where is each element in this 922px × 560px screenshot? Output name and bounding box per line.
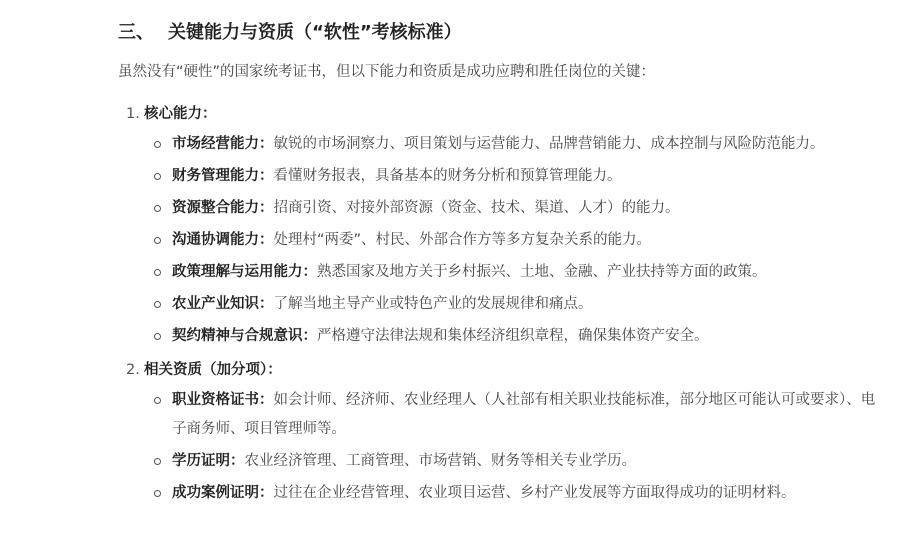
item-text: 如会计师、经济师、农业经理人（人社部有相关职业技能标准，部分地区可能认可或要求）、电子商务师、项目管理师等。: [172, 392, 876, 437]
list-group-core-abilities: [118, 98, 878, 351]
requirements-list: [118, 98, 878, 508]
list-item: [144, 386, 878, 444]
item-label: 沟通协调能力：: [172, 232, 274, 248]
list-item: [144, 322, 878, 351]
list-item: [144, 130, 878, 159]
item-text: 熟悉国家及地方关于乡村振兴、土地、金融、产业扶持等方面的政策。: [317, 264, 767, 280]
list-item: [144, 194, 878, 223]
item-label: 资源整合能力：: [172, 200, 274, 216]
circle-bullet-icon: [154, 237, 161, 244]
circle-bullet-icon: [154, 301, 161, 308]
item-label: 财务管理能力：: [172, 168, 274, 184]
item-label: 职业资格证书：: [172, 392, 274, 408]
group-label: 相关资质（加分项）：: [144, 362, 282, 378]
list-item: [144, 447, 878, 476]
list-item: [144, 226, 878, 255]
item-label: 市场经营能力：: [172, 136, 274, 152]
section-heading: [118, 18, 878, 48]
group-number: 1.: [126, 106, 140, 122]
circle-bullet-icon: [154, 141, 161, 148]
core-abilities-list: [144, 130, 878, 351]
list-group-related-qualifications: [118, 354, 878, 508]
item-label: 成功案例证明：: [172, 485, 274, 501]
item-text: 招商引资、对接外部资源（资金、技术、渠道、人才）的能力。: [273, 200, 680, 216]
item-label: 政策理解与运用能力：: [172, 264, 317, 280]
list-item: [144, 479, 878, 508]
circle-bullet-icon: [154, 205, 161, 212]
circle-bullet-icon: [154, 173, 161, 180]
group-heading: [126, 354, 878, 386]
list-item: [144, 258, 878, 287]
item-label: 学历证明：: [172, 453, 245, 469]
item-text: 了解当地主导产业或特色产业的发展规律和痛点。: [273, 296, 593, 312]
circle-bullet-icon: [154, 333, 161, 340]
item-label: 契约精神与合规意识：: [172, 328, 317, 344]
section-title: 关键能力与资质（“软性”考核标准）: [168, 22, 462, 43]
item-text: 严格遵守法律法规和集体经济组织章程，确保集体资产安全。: [317, 328, 709, 344]
circle-bullet-icon: [154, 490, 161, 497]
group-heading: [126, 98, 878, 130]
item-label: 农业产业知识：: [172, 296, 274, 312]
circle-bullet-icon: [154, 269, 161, 276]
group-label: 核心能力：: [144, 106, 217, 122]
item-text: 看懂财务报表，具备基本的财务分析和预算管理能力。: [273, 168, 622, 184]
circle-bullet-icon: [154, 397, 161, 404]
group-number: 2.: [126, 362, 140, 378]
item-text: 敏锐的市场洞察力、项目策划与运营能力、品牌营销能力、成本控制与风险防范能力。: [273, 136, 825, 152]
item-text: 农业经济管理、工商管理、市场营销、财务等相关专业学历。: [244, 453, 636, 469]
list-item: [144, 162, 878, 191]
intro-paragraph: 虽然没有“硬性”的国家统考证书，但以下能力和资质是成功应聘和胜任岗位的关键：: [118, 64, 656, 80]
item-text: 处理村“两委”、村民、外部合作方等多方复杂关系的能力。: [273, 232, 652, 248]
item-text: 过往在企业经营管理、农业项目运营、乡村产业发展等方面取得成功的证明材料。: [273, 485, 796, 501]
article-content: [118, 18, 878, 511]
circle-bullet-icon: [154, 458, 161, 465]
list-item: [144, 290, 878, 319]
qualifications-list: [144, 386, 878, 508]
section-number: 三、: [118, 22, 154, 43]
